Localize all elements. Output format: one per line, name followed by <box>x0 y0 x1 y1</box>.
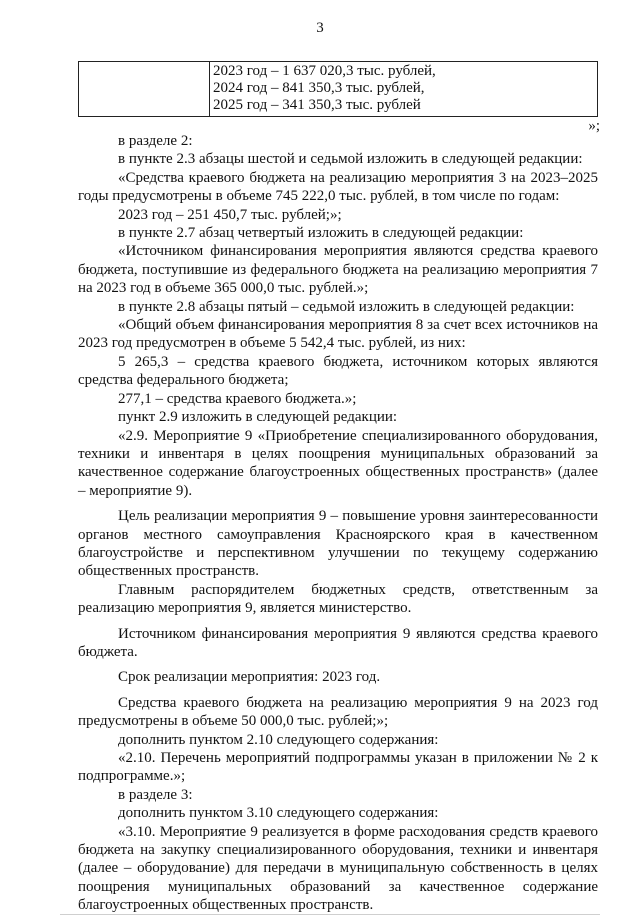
paragraph: «Средства краевого бюджета на реализацию мероприятия 3 на 2023–2025 годы предусмотрены в объеме 745 222,0 тыс. рублей, в том числе по годам: <box>78 169 598 205</box>
document-body <box>78 132 598 915</box>
paragraph: 5 265,3 – средства краевого бюджета, источником которых являются средства федерального бюджета; <box>78 353 598 389</box>
paragraph: Главным распорядителем бюджетных средств, ответственным за реализацию мероприятия 9, является министерство. <box>78 581 598 617</box>
paragraph: Цель реализации мероприятия 9 – повышение уровня заинтересованности органов местного самоуправления Красноярского края в качественном благоустройстве и перспективном улучшении по текущему содержанию общественных пространств. <box>78 508 598 580</box>
table-line-2025: 2025 год – 341 350,3 тыс. рублей <box>213 97 421 113</box>
table-cell-empty <box>79 62 210 117</box>
paragraph: «3.10. Мероприятие 9 реализуется в форме расходования средств краевого бюджета на закупку специализированного оборудования, техники и инвентаря (далее – оборудование) для передачи в муниципальную собственность в целях поощрения муниципальных образований за качественное содержание благоустроенных общественных пространств. <box>78 823 598 914</box>
paragraph: 277,1 – средства краевого бюджета.»; <box>118 390 357 407</box>
paragraph: «2.10. Перечень мероприятий подпрограммы указан в приложении № 2 к подпрограмме.»; <box>78 750 598 785</box>
budget-table <box>78 61 598 117</box>
paragraph: в пункте 2.8 абзацы пятый – седьмой изложить в следующей редакции: <box>118 298 575 315</box>
table-line-2024: 2024 год – 841 350,3 тыс. рублей, <box>213 80 425 96</box>
table-cell-years <box>210 62 598 117</box>
paragraph: Источником финансирования мероприятия 9 являются средства краевого бюджета. <box>78 625 598 660</box>
paragraph: Срок реализации мероприятия: 2023 год. <box>118 669 381 686</box>
paragraph: в разделе 2: <box>118 133 193 149</box>
paragraph: «Источником финансирования мероприятия являются средства краевого бюджета, поступившие из федерального бюджета на реализацию мероприятия 7 на 2023 год в объеме 365 000,0 тыс. рублей.»; <box>78 243 598 297</box>
paragraph: «Общий объем финансирования мероприятия 8 за счет всех источников на 2023 год предусмотрен в объеме 5 542,4 тыс. рублей, из них: <box>78 317 598 352</box>
paragraph: в пункте 2.3 абзацы шестой и седьмой изложить в следующей редакции: <box>118 151 583 168</box>
scan-edge-line <box>60 914 600 915</box>
paragraph: 2023 год – 251 450,7 тыс. рублей;»; <box>118 206 342 223</box>
table-line-2023: 2023 год – 1 637 020,3 тыс. рублей, <box>213 63 436 79</box>
paragraph: «2.9. Мероприятие 9 «Приобретение специализированного оборудования, техники и инвентаря в целях поощрения муниципальных образований за качественное содержание благоустроенных общественных пространств» (далее – мероприятие 9). <box>78 427 598 499</box>
paragraph: в разделе 3: <box>118 786 193 803</box>
paragraph: дополнить пунктом 3.10 следующего содержания: <box>118 805 439 822</box>
table-row <box>79 62 598 117</box>
paragraph: дополнить пунктом 2.10 следующего содержания: <box>118 731 439 748</box>
paragraph: в пункте 2.7 абзац четвертый изложить в следующей редакции: <box>118 225 524 242</box>
closing-quote-mark: »; <box>588 118 600 134</box>
page-number: 3 <box>316 20 324 36</box>
paragraph: Средства краевого бюджета на реализацию мероприятия 9 на 2023 год предусмотрены в объеме 50 000,0 тыс. рублей;»; <box>78 694 598 730</box>
paragraph: пункт 2.9 изложить в следующей редакции: <box>118 409 398 426</box>
